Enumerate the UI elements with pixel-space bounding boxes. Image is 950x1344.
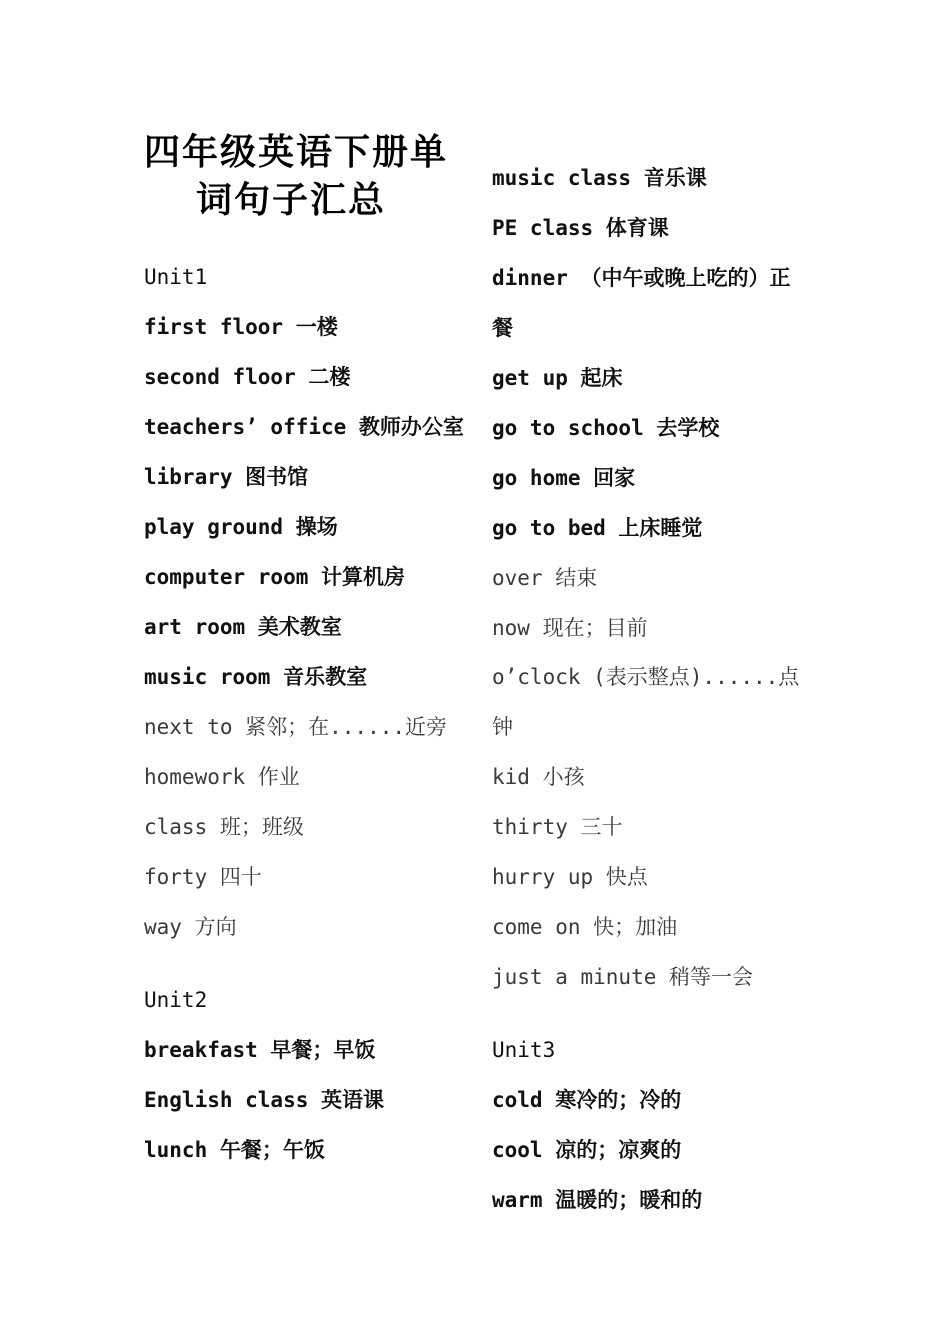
vocab-entry: first floor 一楼 — [144, 315, 338, 339]
vocab-entry: cold 寒冷的；冷的 — [492, 1088, 682, 1112]
vocab-entry: way 方向 — [144, 915, 237, 939]
vocab-entry: play ground 操场 — [144, 515, 338, 539]
vocab-entry: go to school 去学校 — [492, 416, 720, 440]
vocab-entry: get up 起床 — [492, 366, 623, 390]
vocab-entry: cool 凉的；凉爽的 — [492, 1138, 682, 1162]
vocab-entry: library 图书馆 — [144, 465, 309, 489]
vocab-entry: class 班；班级 — [144, 815, 304, 839]
vocab-entry: music room 音乐教室 — [144, 665, 368, 689]
unit-heading: Unit2 — [144, 988, 208, 1012]
vocab-entry: over 结束 — [492, 566, 598, 590]
unit-heading: Unit3 — [492, 1038, 556, 1062]
vocab-entry: art room 美术教室 — [144, 615, 342, 639]
vocab-entry: hurry up 快点 — [492, 865, 648, 889]
vocab-entry: PE class 体育课 — [492, 216, 669, 240]
vocab-entry: go to bed 上床睡觉 — [492, 516, 703, 540]
vocab-entry: just a minute 稍等一会 — [492, 965, 754, 989]
vocab-entry: English class 英语课 — [144, 1088, 385, 1112]
vocab-entry: warm 温暖的；暖和的 — [492, 1188, 703, 1212]
vocab-entry: music class 音乐课 — [492, 166, 707, 190]
vocab-entry: 餐 — [492, 316, 513, 340]
vocab-entry: o’clock (表示整点)......点 — [492, 665, 800, 689]
document-title — [144, 128, 474, 224]
vocab-entry: breakfast 早餐；早饭 — [144, 1038, 376, 1062]
vocab-entry: teachers’ office 教师办公室 — [144, 415, 464, 439]
vocab-entry: dinner （中午或晚上吃的）正 — [492, 266, 791, 290]
vocab-entry: now 现在；目前 — [492, 616, 648, 640]
vocab-entry: homework 作业 — [144, 765, 300, 789]
vocab-entry: go home 回家 — [492, 466, 636, 490]
unit-heading: Unit1 — [144, 265, 208, 289]
title-line-2: 词句子汇总 — [196, 179, 387, 221]
vocab-entry: next to 紧邻；在......近旁 — [144, 715, 448, 739]
vocab-entry: second floor 二楼 — [144, 365, 351, 389]
vocab-entry: kid 小孩 — [492, 765, 585, 789]
vocab-entry: forty 四十 — [144, 865, 262, 889]
title-line-1: 四年级英语下册单 — [144, 131, 449, 173]
vocab-entry: 钟 — [492, 715, 513, 739]
vocab-entry: thirty 三十 — [492, 815, 623, 839]
vocab-entry: come on 快；加油 — [492, 915, 678, 939]
vocab-entry: lunch 午餐；午饭 — [144, 1138, 325, 1162]
vocab-entry: computer room 计算机房 — [144, 565, 406, 589]
